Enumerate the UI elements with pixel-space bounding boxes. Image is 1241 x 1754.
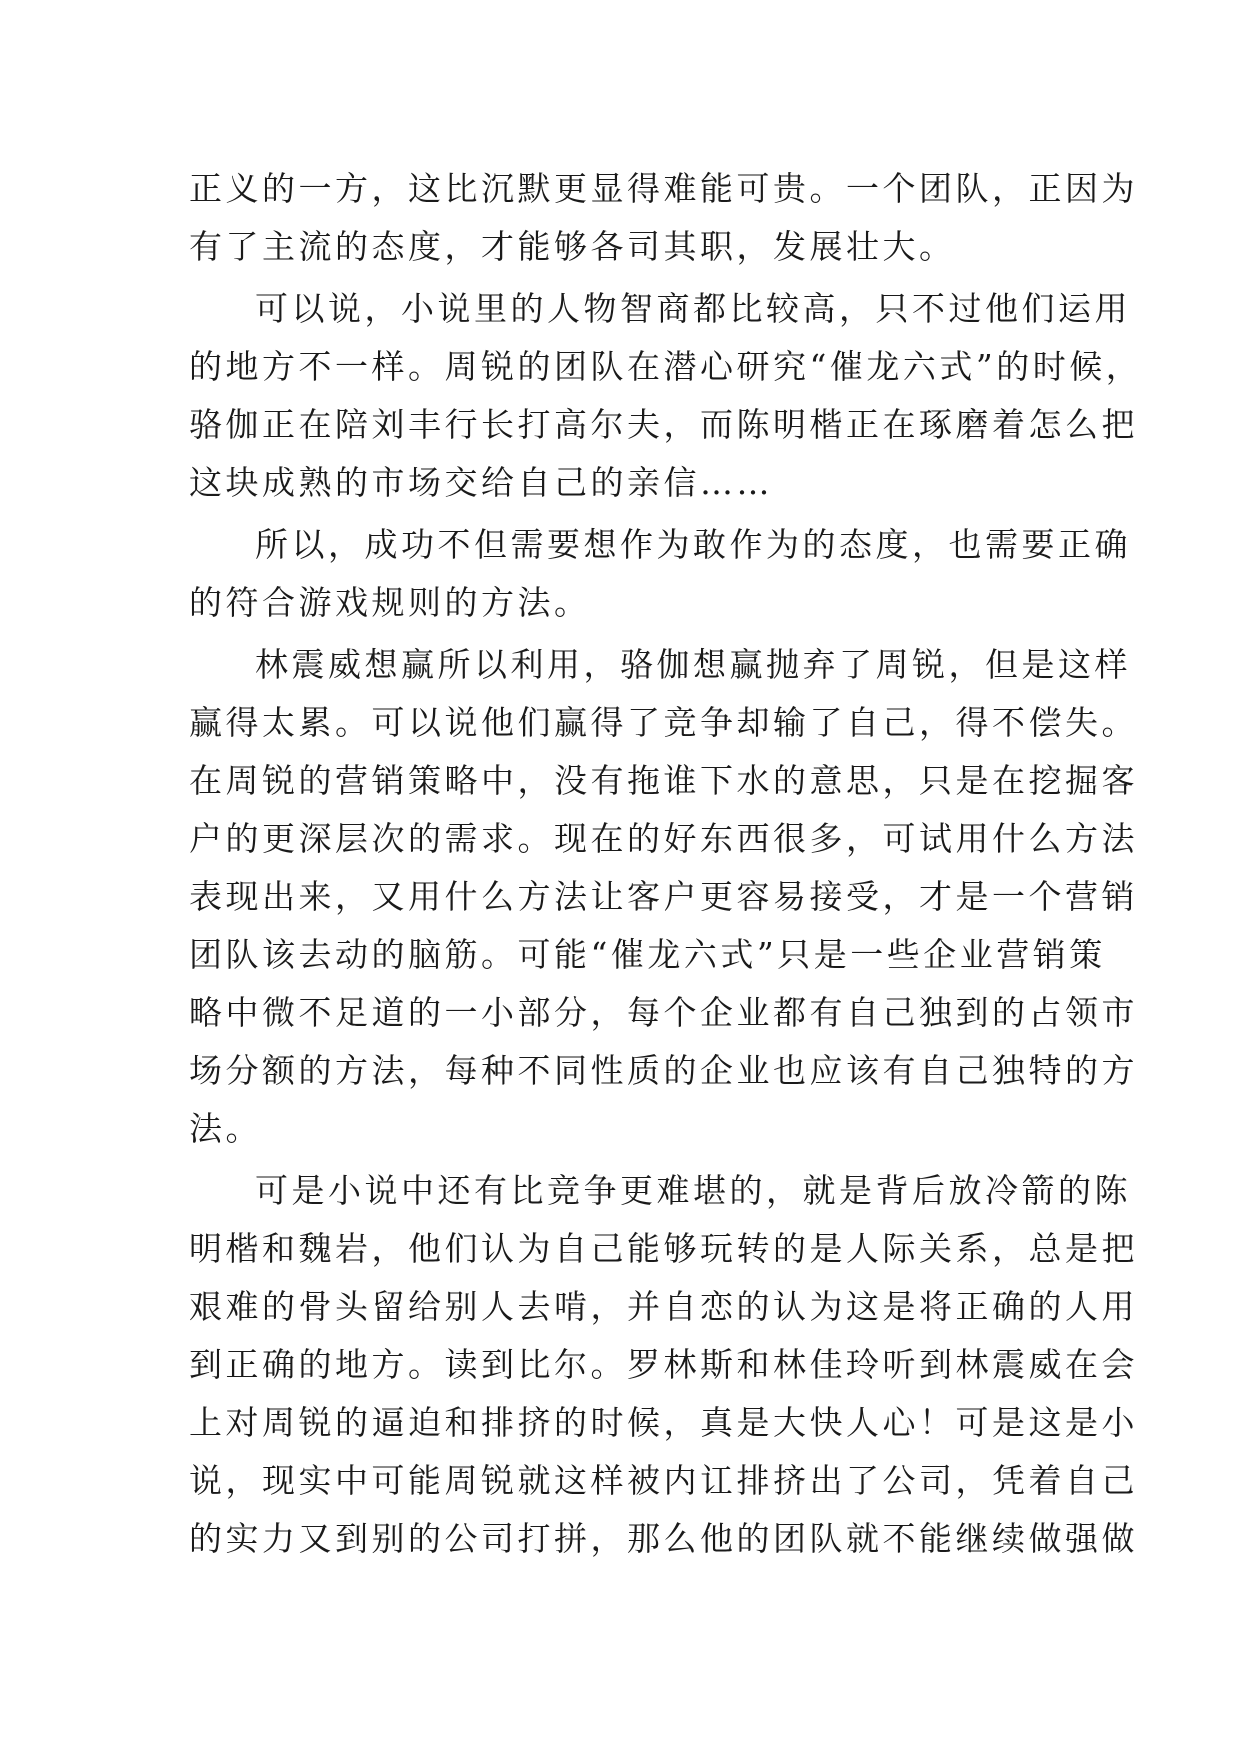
text-line: 表现出来，又用什么方法让客户更容易接受，才是一个营销 — [189, 877, 1138, 916]
paragraph-4 — [189, 636, 1138, 1158]
text-line: 户的更深层次的需求。现在的好东西很多，可试用什么方法 — [189, 819, 1138, 858]
text-line: 的地方不一样。周锐的团队在潜心研究“催龙六式”的时候， — [189, 347, 1143, 386]
text-line: 上对周锐的逼迫和排挤的时候，真是大快人心！可是这是小 — [189, 1403, 1138, 1442]
text-line: 有了主流的态度，才能够各司其职，发展壮大。 — [189, 227, 956, 266]
text-line: 的实力又到别的公司打拼，那么他的团队就不能继续做强做 — [189, 1519, 1138, 1558]
text-line: 法。 — [189, 1109, 262, 1148]
text-line: 可以说，小说里的人物智商都比较高，只不过他们运用 — [255, 289, 1131, 328]
text-line: 林震威想赢所以利用，骆伽想赢抛弃了周锐，但是这样 — [255, 645, 1131, 684]
text-line: 明楷和魏岩，他们认为自己能够玩转的是人际关系，总是把 — [189, 1229, 1138, 1268]
text-line: 到正确的地方。读到比尔。罗林斯和林佳玲听到林震威在会 — [189, 1345, 1138, 1384]
text-line: 在周锐的营销策略中，没有拖谁下水的意思，只是在挖掘客 — [189, 761, 1138, 800]
text-line: 的符合游戏规则的方法。 — [189, 583, 591, 622]
text-line: 骆伽正在陪刘丰行长打高尔夫，而陈明楷正在琢磨着怎么把 — [189, 405, 1138, 444]
text-line: 场分额的方法，每种不同性质的企业也应该有自己独特的方 — [189, 1051, 1138, 1090]
text-line: 团队该去动的脑筋。可能“催龙六式”只是一些企业营销策 — [189, 935, 1106, 974]
paragraph-5 — [189, 1162, 1138, 1568]
text-line: 说，现实中可能周锐就这样被内讧排挤出了公司，凭着自己 — [189, 1461, 1138, 1500]
text-line: 这块成熟的市场交给自己的亲信…… — [189, 463, 773, 502]
paragraph-3 — [189, 516, 1131, 632]
text-line: 赢得太累。可以说他们赢得了竞争却输了自己，得不偿失。 — [189, 703, 1138, 742]
text-line: 略中微不足道的一小部分，每个企业都有自己独到的占领市 — [189, 993, 1138, 1032]
text-line: 所以，成功不但需要想作为敢作为的态度，也需要正确 — [255, 525, 1131, 564]
text-line: 艰难的骨头留给别人去啃，并自恋的认为这是将正确的人用 — [189, 1287, 1138, 1326]
paragraph-2 — [189, 280, 1143, 512]
text-line: 可是小说中还有比竞争更难堪的，就是背后放冷箭的陈 — [255, 1171, 1131, 1210]
body-text — [189, 160, 1143, 1568]
paragraph-1 — [189, 160, 1138, 276]
text-line: 正义的一方，这比沉默更显得难能可贵。一个团队，正因为 — [189, 169, 1138, 208]
